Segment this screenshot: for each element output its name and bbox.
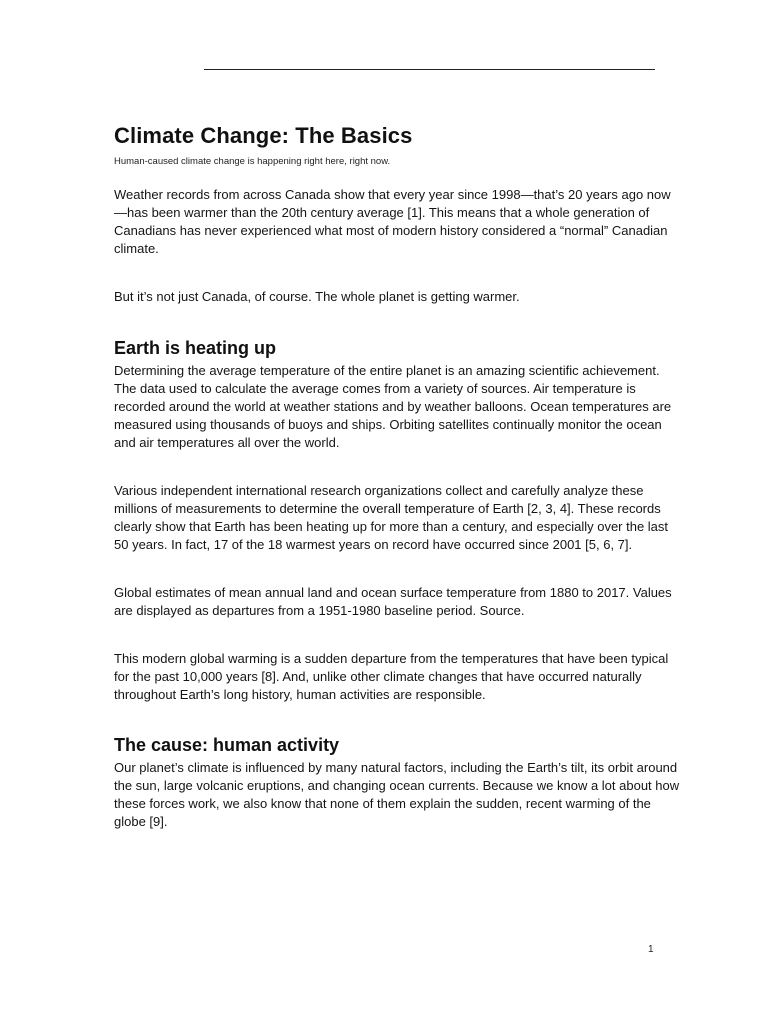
page-title: Climate Change: The Basics — [114, 123, 413, 148]
section-heading-human-activity: The cause: human activity — [114, 735, 340, 755]
document-body — [114, 121, 680, 831]
page-number: 1 — [648, 944, 654, 955]
section-1-paragraph-2: Various independent international research organizations collect and carefully analyze these millions of measurements to determine the overall temperature of Earth [2, 3, 4]. These records clearly show that Earth has been heating up for more than a century, and especially over the last 50 years. In fact, 17 of the 18 warmest years on record have occurred since 2001 [5, 6, 7]. — [114, 483, 669, 552]
section-1-paragraph-4: This modern global warming is a sudden departure from the temperatures that have been typical for the past 10,000 years [8]. And, unlike other climate changes that have occurred naturally throughout Earth’s long history, human activities are responsible. — [114, 651, 669, 702]
intro-paragraph-1: Weather records from across Canada show that every year since 1998—that’s 20 years ago now—has been warmer than the 20th century average [1]. This means that a whole generation of Canadians has never experienced what most of modern history considered a “normal” Canadian climate. — [114, 187, 671, 256]
page-subtitle: Human-caused climate change is happening right here, right now. — [114, 156, 391, 167]
header-rule — [204, 69, 655, 70]
section-heading-earth-heating: Earth is heating up — [114, 338, 277, 358]
section-2-paragraph-1: Our planet’s climate is influenced by many natural factors, including the Earth’s tilt, its orbit around the sun, large volcanic eruptions, and changing ocean currents. Because we know a lot about how these forces work, we also know that none of them explain the sudden, recent warming of the globe [9]. — [114, 760, 680, 829]
section-1-paragraph-1: Determining the average temperature of the entire planet is an amazing scientific achievement. The data used to calculate the average comes from a variety of sources. Air temperature is recorded around the world at weather stations and by weather balloons. Ocean temperatures are measured using thousands of buoys and ships. Orbiting satellites continually monitor the ocean and air temperatures all over the world. — [114, 363, 672, 450]
figure-caption: Global estimates of mean annual land and ocean surface temperature from 1880 to 2017. Values are displayed as departures from a 1951-1980 baseline period. Source. — [114, 585, 672, 618]
intro-paragraph-2: But it’s not just Canada, of course. The whole planet is getting warmer. — [114, 289, 520, 304]
